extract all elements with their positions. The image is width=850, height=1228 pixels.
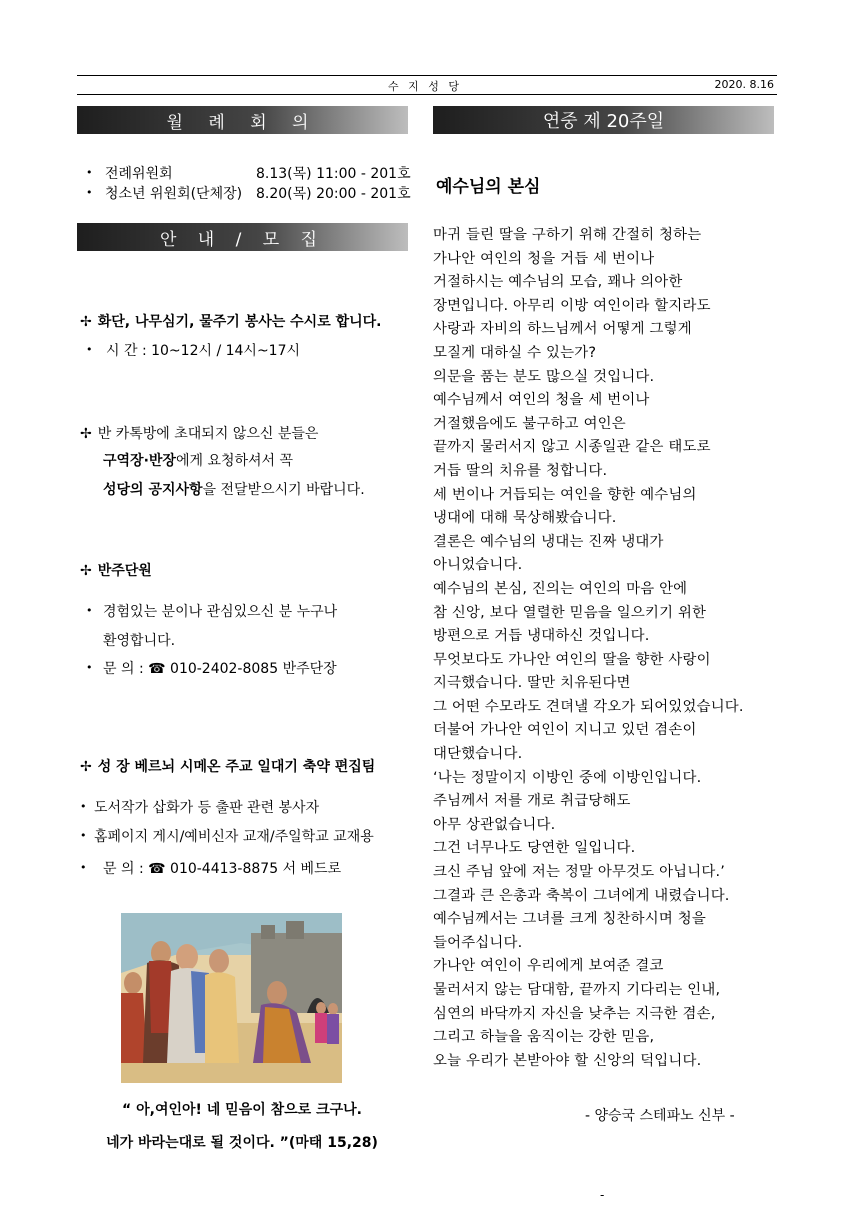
kakao-notice-line: 성당의 공지사항을 전달받으시기 바랍니다. [103, 482, 365, 498]
garden-hours: 시 간 : 10~12시 / 14시~17시 [106, 343, 301, 359]
sermon-line: 장면입니다. 아무리 이방 여인이라 할지라도 [433, 297, 711, 314]
sermon-line: 크신 주님 앞에 저는 정말 아무것도 아닙니다.’ [433, 864, 726, 881]
sermon-line: 마귀 들린 딸을 구하기 위해 간절히 청하는 [433, 227, 702, 243]
scripture-caption: “ 아,여인아! 네 믿음이 참으로 크구나. [122, 1102, 362, 1118]
header-bottom-rule [77, 94, 777, 95]
sermon-line: 예수님께서는 그녀를 크게 칭찬하시며 청을 [433, 911, 706, 928]
accompanist-contact: 문 의 : ☎ 010-2402-8085 반주단장 [103, 661, 337, 677]
cross-icon: ✢ [80, 314, 92, 330]
sermon-line: 결론은 예수님의 냉대는 진짜 냉대가 [433, 533, 664, 550]
cross-icon: ✢ [80, 563, 92, 579]
sermon-line: 심연의 바닥까지 자신을 낮추는 지극한 겸손, [433, 1005, 716, 1022]
sunday-banner: 연중 제 20주일 [433, 106, 774, 134]
sermon-line: 오늘 우리가 본받아야 할 신앙의 덕입니다. [433, 1052, 702, 1069]
meeting-item-name: 전례위원회 [105, 166, 173, 182]
bullet-dot: • [80, 829, 87, 842]
notice-banner: 안 내 / 모 집 [77, 223, 408, 251]
meeting-item-name: 청소년 위원회(단체장) [105, 186, 243, 202]
sermon-line: 더불어 가나안 여인이 지니고 있던 겸손이 [433, 722, 697, 739]
sermon-line: 아니었습니다. [433, 557, 523, 574]
jesus-canaanite-woman-illustration [121, 913, 342, 1083]
bullet-dot: • [86, 343, 93, 356]
phone-icon: ☎ [148, 861, 166, 877]
sermon-line: 가나안 여인이 우리에게 보여준 결코 [433, 958, 664, 975]
sermon-line: 거절했음에도 불구하고 여인은 [433, 415, 626, 432]
sermon-line: ‘나는 정말이지 이방인 중에 이방인입니다. [433, 769, 702, 786]
accompanist-heading: ✢ 반주단원 [80, 563, 152, 579]
sermon-line: 냉대에 대해 묵상해봤습니다. [433, 510, 617, 527]
cross-icon: ✢ [80, 426, 92, 442]
phone-icon: ☎ [148, 661, 166, 677]
bullet-dot: • [80, 861, 87, 874]
footer-mark: - [600, 1188, 605, 1202]
sermon-line: 거절하시는 예수님의 모습, 꽤나 의아한 [433, 274, 683, 291]
bullet-dot: • [86, 186, 93, 199]
sermon-line: 그리고 하늘을 움직이는 강한 믿음, [433, 1029, 655, 1046]
meeting-item-time: 8.13(목) 11:00 - 201호 [256, 166, 411, 182]
sermon-line: 끝까지 물러서지 않고 시종일관 같은 태도로 [433, 439, 711, 456]
editorial-item: 홈페이지 게시/예비신자 교재/주일학교 교재용 [94, 829, 374, 845]
bullet-dot: • [80, 800, 87, 813]
accompanist-text: 경험있는 분이나 관심있으신 분 누구나 [103, 604, 338, 620]
editorial-heading: ✢ 성 장 베르뇌 시메온 주교 일대기 축약 편집팀 [80, 759, 376, 775]
sermon-line: 예수님의 본심, 진의는 여인의 마음 안에 [433, 580, 688, 597]
sermon-line: 방편으로 거듭 냉대하신 것입니다. [433, 628, 650, 645]
sermon-line: 참 신앙, 보다 열렬한 믿음을 일으키기 위한 [433, 604, 707, 621]
sermon-line: 그 어떤 수모라도 견뎌낼 각오가 되어있었습니다. [433, 698, 744, 715]
sermon-line: 사랑과 자비의 하느님께서 어떻게 그렇게 [433, 321, 692, 338]
sermon-title: 예수님의 본심 [436, 177, 541, 197]
sermon-line: 그건 너무나도 당연한 일입니다. [433, 840, 636, 857]
kakao-notice-line: ✢ 반 카톡방에 초대되지 않으신 분들은 [80, 426, 319, 442]
bullet-dot: • [86, 661, 93, 674]
accompanist-text: 환영합니다. [103, 633, 176, 649]
sermon-line: 의문을 품는 분도 많으실 것입니다. [433, 368, 655, 385]
sermon-line: 세 번이나 거듭되는 여인을 향한 예수님의 [433, 486, 697, 503]
header-top-rule [77, 75, 777, 76]
bullet-dot: • [86, 604, 93, 617]
kakao-notice-line: 구역장·반장에게 요청하셔서 꼭 [103, 453, 294, 469]
sermon-line: 무엇보다도 가나안 여인의 딸을 향한 사랑이 [433, 651, 711, 668]
sermon-line: 그결과 큰 은총과 축복이 그녀에게 내렸습니다. [433, 887, 730, 904]
editorial-contact: 문 의 : ☎ 010-4413-8875 서 베드로 [103, 861, 342, 877]
sermon-line: 아무 상관없습니다. [433, 816, 556, 833]
meeting-item-time: 8.20(목) 20:00 - 201호 [256, 186, 411, 202]
sermon-author: - 양승국 스테파노 신부 - [585, 1108, 735, 1124]
sermon-line: 들어주십니다. [433, 934, 523, 951]
bullet-dot: • [86, 166, 93, 179]
scripture-caption: 네가 바라는대로 될 것이다. ”(마태 15,28) [106, 1135, 378, 1151]
meeting-banner: 월 례 회 의 [77, 106, 408, 134]
sermon-line: 물러서지 않는 담대함, 끝까지 기다리는 인내, [433, 982, 721, 998]
cross-icon: ✢ [80, 759, 92, 775]
sermon-line: 예수님께서 여인의 청을 세 번이나 [433, 392, 650, 409]
garden-heading: ✢ 화단, 나무심기, 물주기 봉사는 수시로 합니다. [80, 314, 382, 330]
sermon-line: 거듭 딸의 치유를 청합니다. [433, 462, 608, 479]
editorial-item: 도서작가 삽화가 등 출판 관련 봉사자 [94, 800, 320, 816]
sermon-body [433, 224, 778, 1073]
sermon-line: 가나안 여인의 청을 거듭 세 번이나 [433, 250, 655, 267]
parish-name: 수 지 성 당 [388, 80, 462, 93]
sermon-line: 주님께서 저를 개로 취급당해도 [433, 793, 631, 810]
sermon-line: 모질게 대하실 수 있는가? [433, 344, 597, 361]
bulletin-date: 2020. 8.16 [714, 78, 774, 91]
sermon-line: 대단했습니다. [433, 746, 523, 763]
sermon-line: 지극했습니다. 딸만 치유된다면 [433, 675, 631, 692]
